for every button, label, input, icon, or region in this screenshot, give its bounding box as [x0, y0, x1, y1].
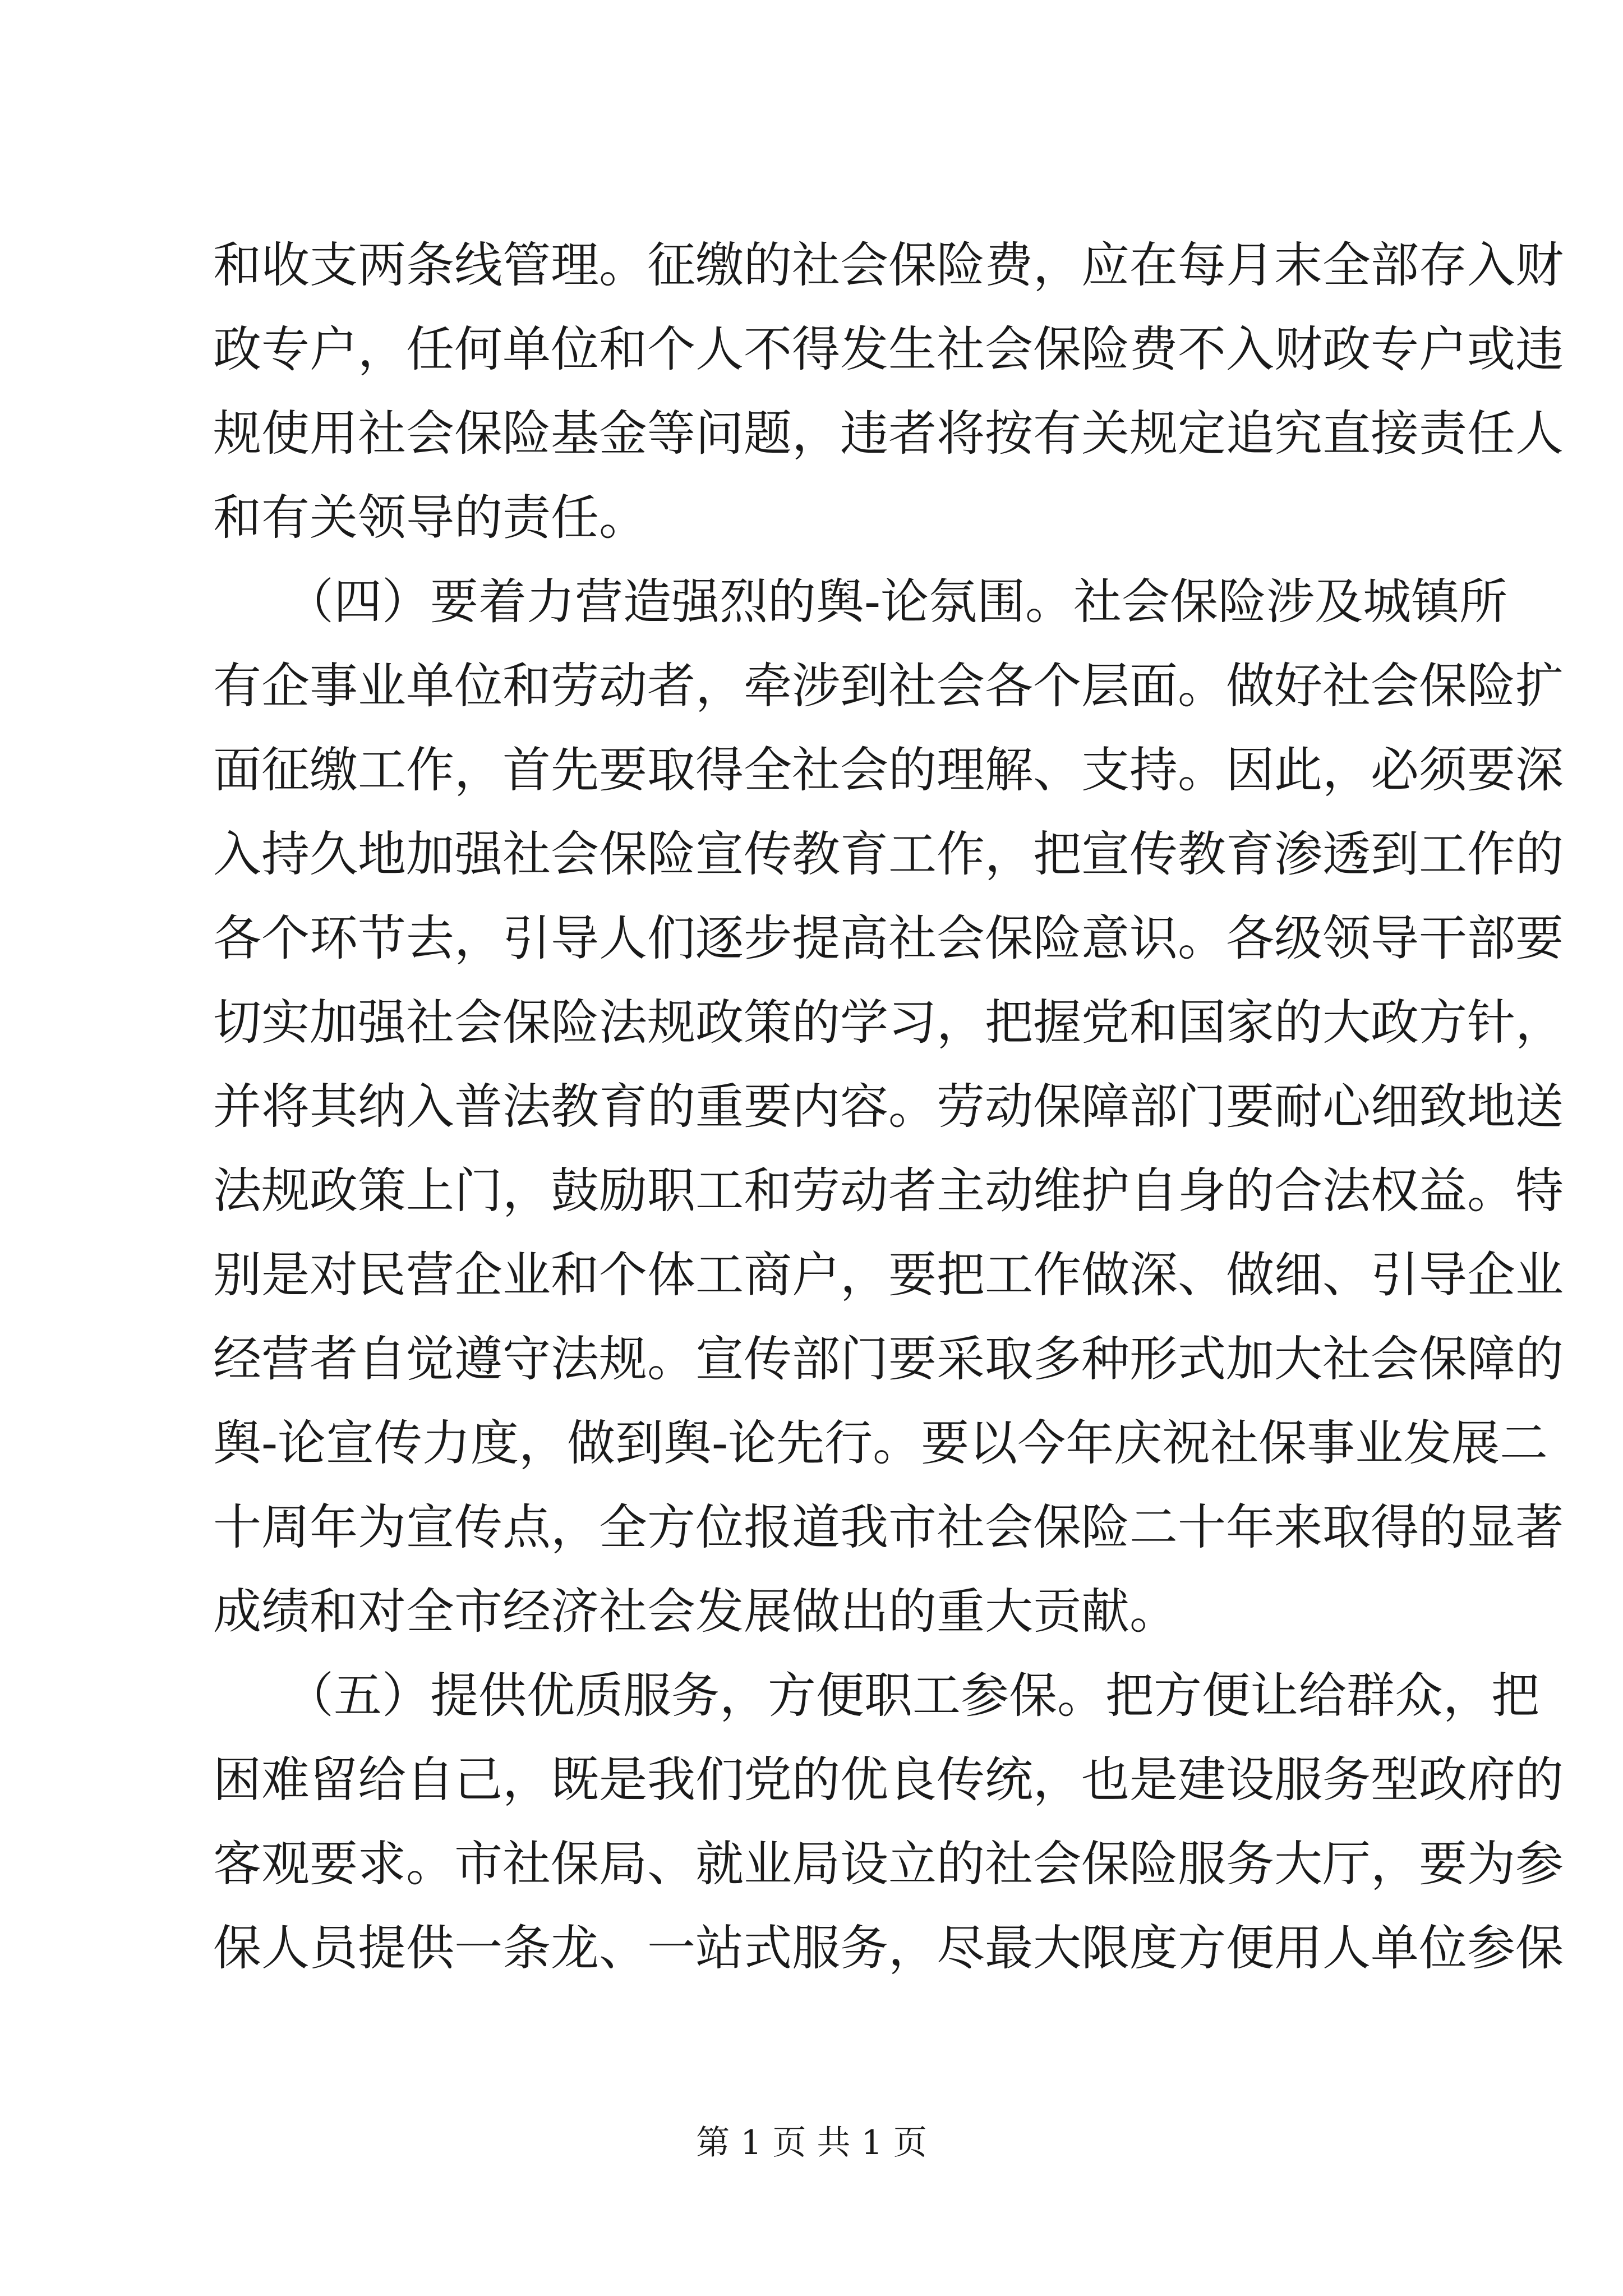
- text-line: 保人员提供一条龙、一站式服务，尽最大限度方便用人单位参保: [213, 1920, 1564, 1976]
- text-line: 面征缴工作，首先要取得全社会的理解、支持。因此，必须要深: [213, 742, 1564, 798]
- text-line: 各个环节去，引导人们逐步提高社会保险意识。各级领导干部要: [213, 910, 1564, 967]
- text-line: 切实加强社会保险法规政策的学习，把握党和国家的大政方针，: [213, 995, 1564, 1051]
- text-line: 并将其纳入普法教育的重要内容。劳动保障部门要耐心细致地送: [213, 1079, 1564, 1135]
- text-line: 有企事业单位和劳动者，牵涉到社会各个层面。做好社会保险扩: [213, 658, 1564, 714]
- text-line: 困难留给自己，既是我们党的优良传统，也是建设服务型政府的: [213, 1752, 1564, 1808]
- text-line: 政专户，任何单位和个人不得发生社会保险费不入财政专户或违: [213, 321, 1564, 378]
- text-line: 舆-论宣传力度，做到舆-论先行。要以今年庆祝社保事业发展二: [213, 1415, 1548, 1471]
- text-line: 经营者自觉遵守法规。宣传部门要采取多种形式加大社会保障的: [213, 1331, 1564, 1387]
- text-line: 十周年为宣传点，全方位报道我市社会保险二十年来取得的显著: [213, 1499, 1564, 1556]
- text-line: 和有关领导的责任。: [213, 490, 647, 546]
- text-line: 客观要求。市社保局、就业局设立的社会保险服务大厅，要为参: [213, 1836, 1564, 1892]
- text-line: （五）提供优质服务，方便职工参保。把方便让给群众，把: [213, 1668, 1539, 1724]
- text-line: 成绩和对全市经济社会发展做出的重大贡献。: [213, 1584, 1178, 1640]
- text-line: 入持久地加强社会保险宣传教育工作，把宣传教育渗透到工作的: [213, 826, 1564, 882]
- text-line: （四）要着力营造强烈的舆-论氛围。社会保险涉及城镇所: [213, 574, 1508, 630]
- text-line: 别是对民营企业和个体工商户，要把工作做深、做细、引导企业: [213, 1247, 1564, 1303]
- text-line: 规使用社会保险基金等问题，违者将按有关规定追究直接责任人: [213, 406, 1564, 462]
- text-line: 法规政策上门，鼓励职工和劳动者主动维护自身的合法权益。特: [213, 1163, 1564, 1219]
- text-line: 和收支两条线管理。征缴的社会保险费，应在每月末全部存入财: [213, 237, 1564, 293]
- page-number-footer: 第 1 页 共 1 页: [696, 2123, 927, 2162]
